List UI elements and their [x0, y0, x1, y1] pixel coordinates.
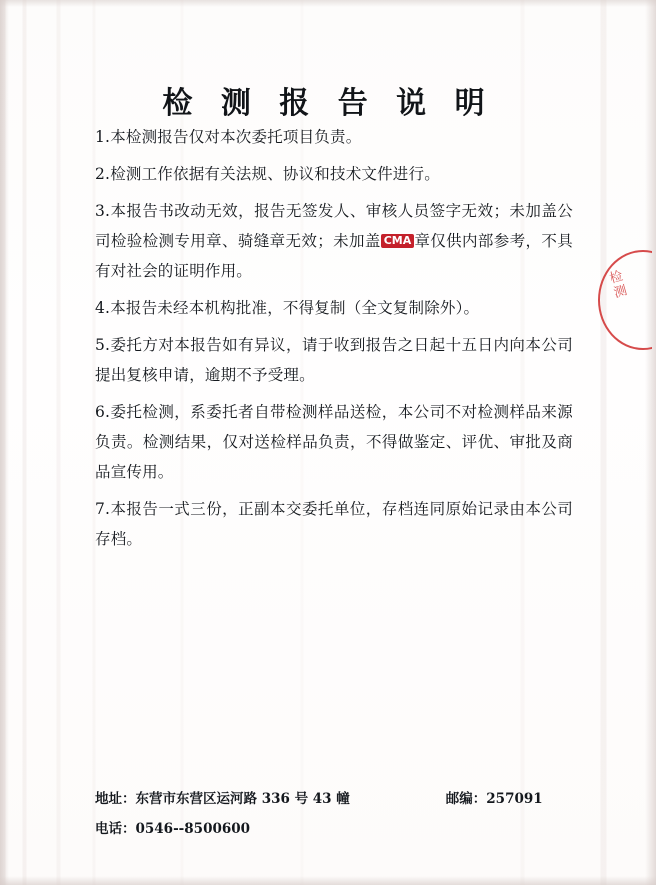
seal-text [608, 269, 629, 301]
seal-text-line-2: 测 [612, 283, 629, 302]
clause-item-2: 2.检测工作依据有关法规、协议和技术文件进行。 [95, 165, 440, 183]
page-title: 检 测 报 告 说 明 [162, 86, 494, 121]
footer-tel-row [95, 817, 585, 837]
clause-item-4: 4.本报告未经本机构批准，不得复制（全文复制除外）。 [95, 299, 480, 317]
clause-3-text-part1: 3.本报告书改动无效，报告无签发人、审核人员签字无效；未加盖公司检验检测专用章、骑缝章无效；未加盖 [95, 202, 573, 250]
clause-item-5: 5.委托方对本报告如有异议，请于收到报告之日起十五日内向本公司提出复核申请，逾期不予受理。 [95, 336, 573, 384]
clause-list [95, 122, 573, 561]
footer-address-label: 地址： [95, 791, 136, 807]
footer-postcode-label: 邮编： [445, 791, 487, 807]
page-edge-left [0, 0, 9, 885]
red-seal-stamp-icon [596, 250, 652, 350]
page-edge-top [0, 0, 656, 7]
cma-mark-icon: CMA [381, 234, 415, 248]
footer-tel-label: 电话： [95, 821, 136, 837]
footer [95, 787, 585, 847]
clause-item-3 [95, 196, 573, 286]
footer-address-row [95, 787, 585, 807]
clause-3-text-part2: 章仅供内部参考，不具有对社会的证明作用。 [95, 232, 573, 280]
footer-postcode-value: 257091 [486, 791, 543, 807]
clause-item-1: 1.本检测报告仅对本次委托项目负责。 [95, 128, 362, 146]
seal-ring [598, 250, 652, 350]
seal-text-line-1: 检 [608, 268, 625, 287]
page-edge-bottom [0, 876, 656, 885]
footer-tel-value: 0546--8500600 [135, 821, 251, 837]
clause-item-7: 7.本报告一式三份，正副本交委托单位，存档连同原始记录由本公司存档。 [95, 500, 573, 548]
clause-item-6: 6.委托检测，系委托者自带检测样品送检，本公司不对检测样品来源负责。检测结果，仅对送检样品负责，不得做鉴定、评优、审批及商品宣传用。 [95, 403, 573, 481]
page-edge-right [645, 0, 656, 885]
footer-address-value: 东营市东营区运河路 336 号 43 幢 [135, 791, 350, 807]
